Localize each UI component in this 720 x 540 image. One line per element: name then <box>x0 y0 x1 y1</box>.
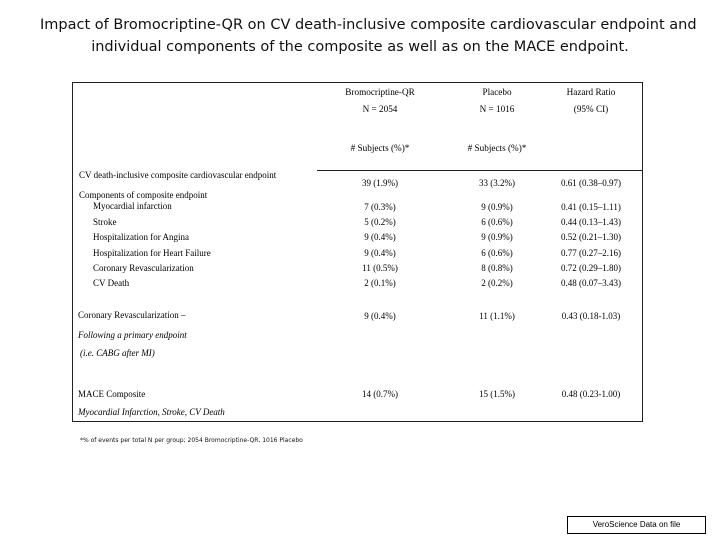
hazard-ratio-value: 0.61 (0.38–0.97) <box>561 178 621 188</box>
bromo-value: 9 (0.4%) <box>364 232 396 242</box>
row-label: Coronary Revascularization <box>93 263 194 273</box>
row-label: Stroke <box>93 217 117 227</box>
placebo-value: 8 (0.8%) <box>481 263 513 273</box>
hazard-ratio-value: 0.52 (0.21–1.30) <box>561 232 621 242</box>
placebo-value: 2 (0.2%) <box>481 278 513 288</box>
col-header-ci: (95% CI) <box>573 104 609 114</box>
col-header-hazard-ratio: Hazard Ratio <box>566 87 616 97</box>
hazard-ratio-value: 0.44 (0.13–1.43) <box>561 217 621 227</box>
bromo-value: 9 (0.4%) <box>364 311 396 321</box>
hazard-ratio-value: 0.41 (0.15–1.11) <box>561 202 621 212</box>
placebo-value: 33 (3.2%) <box>479 178 515 188</box>
components-heading: Components of composite endpoint <box>79 190 208 200</box>
hazard-ratio-value: 0.48 (0.23-1.00) <box>561 389 621 399</box>
hazard-ratio-value: 0.43 (0.18-1.03) <box>561 311 621 321</box>
row-label: Coronary Revascularization – <box>78 310 186 320</box>
title-line-1: Impact of Bromocriptine-QR on CV death-inclusive composite cardiovascular endpoint and <box>40 17 697 33</box>
col-header-placebo-n: N = 1016 <box>479 104 515 114</box>
row-label: Hospitalization for Angina <box>93 232 189 242</box>
placebo-value: 15 (1.5%) <box>479 389 515 399</box>
hazard-ratio-value: 0.72 (0.29–1.80) <box>561 263 621 273</box>
row-sublabel: Myocardial Infarction, Stroke, CV Death <box>78 407 225 417</box>
bromo-value: 11 (0.5%) <box>362 263 398 273</box>
hazard-ratio-value: 0.77 (0.27–2.16) <box>561 248 621 258</box>
bromo-value: 7 (0.3%) <box>364 202 396 212</box>
col-header-bromocriptine: Bromocriptine-QR <box>345 87 415 97</box>
bromo-value: 9 (0.4%) <box>364 248 396 258</box>
slide-title <box>40 14 697 58</box>
row-label: CV Death <box>93 278 130 288</box>
placebo-value: 6 (0.6%) <box>481 217 513 227</box>
bromo-value: 2 (0.1%) <box>364 278 396 288</box>
col-header-bromo-n: N = 2054 <box>362 104 398 114</box>
hazard-ratio-value: 0.48 (0.07–3.43) <box>561 278 621 288</box>
placebo-value: 11 (1.1%) <box>479 311 515 321</box>
col-header-placebo: Placebo <box>482 87 512 97</box>
row-label: Myocardial infarction <box>93 201 172 211</box>
row-sublabel-2: (i.e. CABG after MI) <box>80 348 155 358</box>
title-line-2: individual components of the composite as well as on the MACE endpoint. <box>91 39 629 55</box>
bromo-value: 5 (0.2%) <box>364 217 396 227</box>
footnote: *% of events per total N per group; 2054 Bromocriptine-QR, 1016 Placebo <box>80 437 303 444</box>
header-divider <box>317 170 643 171</box>
placebo-value: 6 (0.6%) <box>481 248 513 258</box>
row-sublabel: Following a primary endpoint <box>78 330 187 340</box>
bromo-value: 39 (1.9%) <box>362 178 398 188</box>
placebo-value: 9 (0.9%) <box>481 232 513 242</box>
placebo-value: 9 (0.9%) <box>481 202 513 212</box>
bromo-value: 14 (0.7%) <box>362 389 398 399</box>
row-label: MACE Composite <box>78 389 146 399</box>
col-header-bromo-subjects: # Subjects (%)* <box>350 143 410 153</box>
row-label: CV death-inclusive composite cardiovascular endpoint <box>79 170 277 180</box>
col-header-placebo-subjects: # Subjects (%)* <box>467 143 527 153</box>
row-label: Hospitalization for Heart Failure <box>93 248 211 258</box>
data-source-label: VeroScience Data on file <box>567 516 706 534</box>
